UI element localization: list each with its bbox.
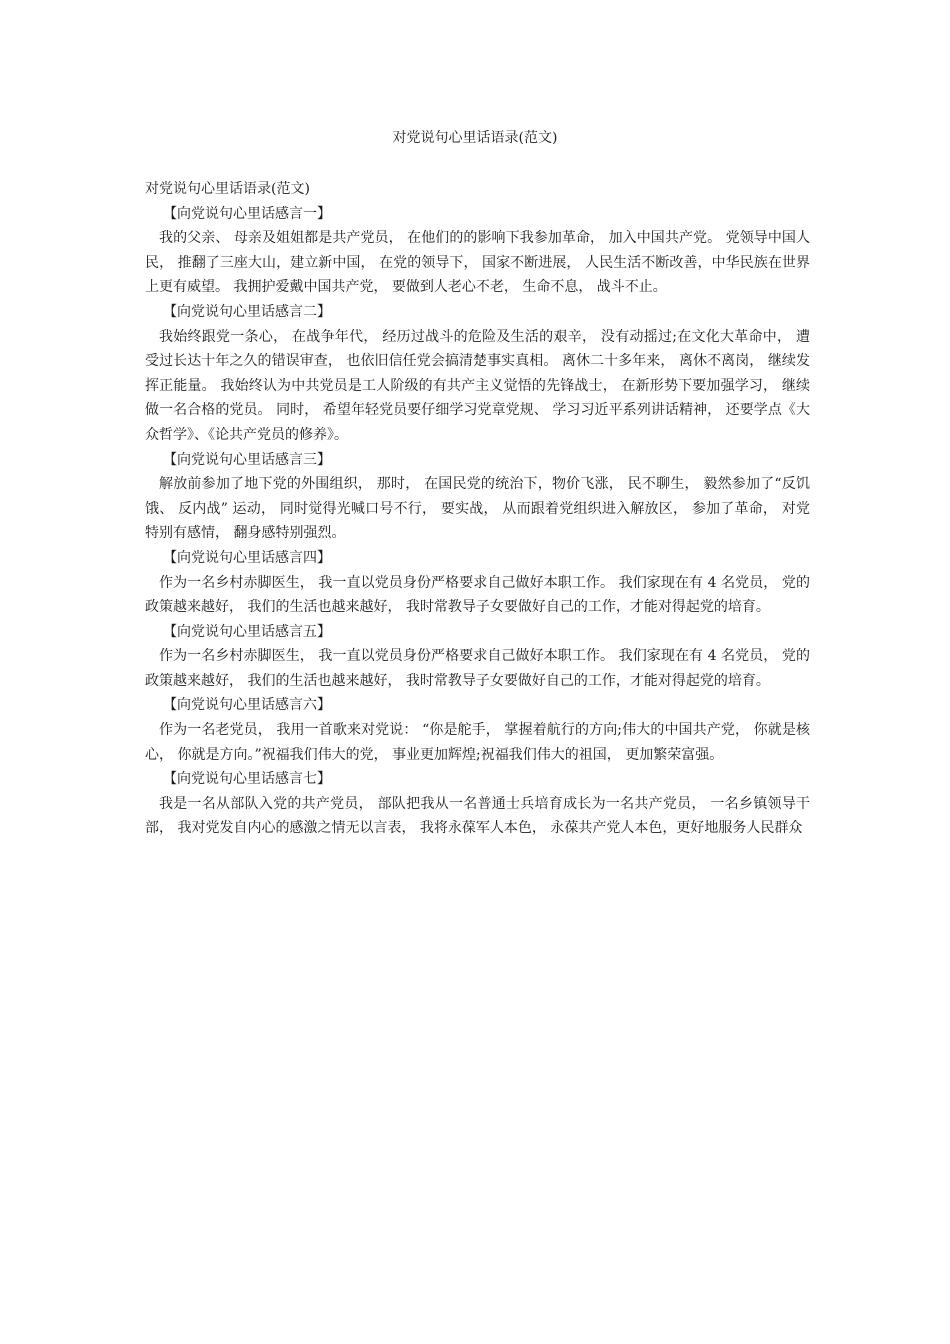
section-paragraph-5: 作为一名乡村赤脚医生， 我一直以党员身份严格要求自己做好本职工作。 我们家现在有 4 名党员， 党的政策越来越好， 我们的生活也越来越好， 我时常教导子女要做好自己的工作，才能对得起党的培育。 xyxy=(145,648,810,689)
document-subtitle: 对党说句心里话语录(范文) xyxy=(145,181,310,197)
section-paragraph-7: 我是一名从部队入党的共产党员， 部队把我从一名普通士兵培育成长为一名共产党员， 一名乡镇领导干部， 我对党发自内心的感激之情无以言表， 我将永葆军人本色， 永葆共产党人本色，更好地服务人民群众 xyxy=(145,795,810,837)
section-paragraph-6: 作为一名老党员， 我用一首歌来对党说： “你是舵手， 掌握着航行的方向;伟大的中国共产党， 你就是核心， 你就是方向。”祝福我们伟大的党， 事业更加辉煌;祝福我们伟大的祖国， 更加繁荣富强。 xyxy=(145,722,810,763)
section-paragraph-2: 我始终跟党一条心， 在战争年代， 经历过战斗的危险及生活的艰辛， 没有动摇过;在文化大革命中， 遭受过长达十年之久的错误审查， 也依旧信任党会搞清楚事实真相。 离休二十多年来， 离休不离岗， 继续发挥正能量。 我始终认为中共党员是工人阶级的有共产主义觉悟的先锋战士， 在新形势下要加强学习， 继续做一名合格的党员。 同时， 希望年轻党员要仔细学习党章党规、 学习习近平系列讲话精神， 还要学点《大众哲学》、《论共产党员的修养》。 xyxy=(145,328,810,443)
section-heading-4: 【向党说句心里话感言四】 xyxy=(163,549,331,566)
section-paragraph-4: 作为一名乡村赤脚医生， 我一直以党员身份严格要求自己做好本职工作。 我们家现在有 4 名党员， 党的政策越来越好， 我们的生活也越来越好， 我时常教导子女要做好自己的工作，才能对得起党的培育。 xyxy=(145,574,810,616)
section-paragraph-1: 我的父亲、 母亲及姐姐都是共产党员， 在他们的的影响下我参加革命， 加入中国共产党。 党领导中国人民， 推翻了三座大山，建立新中国， 在党的领导下， 国家不断进展， 人民生活不断改善，中华民族在世界上更有威望。 我拥护爱戴中国共产党， 要做到人老心不老， 生命不息， 战斗不止。 xyxy=(145,230,810,296)
section-heading-2: 【向党说句心里话感言二】 xyxy=(163,303,331,320)
section-heading-3: 【向党说句心里话感言三】 xyxy=(163,451,331,468)
section-heading-5: 【向党说句心里话感言五】 xyxy=(163,623,331,640)
section-heading-1: 【向党说句心里话感言一】 xyxy=(163,205,331,222)
section-heading-6: 【向党说句心里话感言六】 xyxy=(163,697,331,714)
document-body xyxy=(145,177,810,841)
section-heading-7: 【向党说句心里话感言七】 xyxy=(163,771,331,788)
document-title: 对党说句心里话语录(范文) xyxy=(392,130,558,146)
section-paragraph-3: 解放前参加了地下党的外围组织， 那时， 在国民党的统治下，物价飞涨， 民不聊生， 毅然参加了“反饥饿、 反内战” 运动， 同时觉得光喊口号不行， 要实战， 从而跟着党组织进入解放区， 参加了革命， 对党特别有感情， 翻身感特别强烈。 xyxy=(145,476,810,542)
